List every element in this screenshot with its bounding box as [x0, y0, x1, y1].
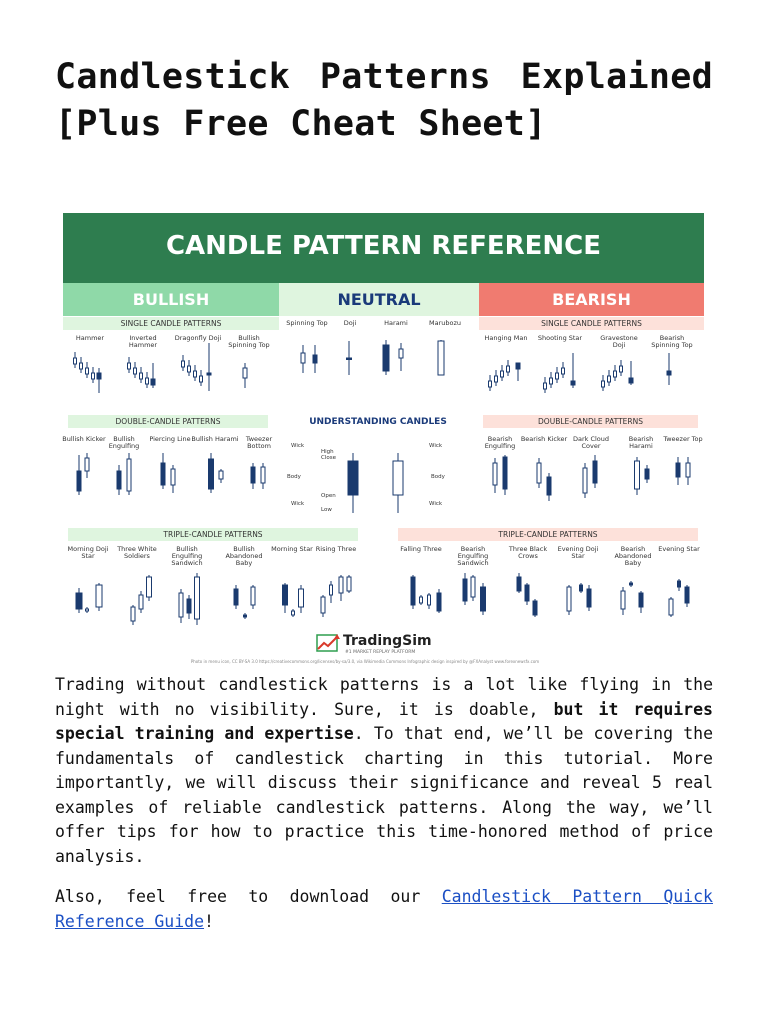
candle-mark [97, 368, 101, 393]
candle-mark [685, 585, 689, 607]
candle-mark [667, 353, 671, 385]
candle-mark [583, 463, 587, 498]
intro-paragraph [55, 673, 713, 869]
neutral-band: NEUTRAL [279, 283, 479, 316]
single-bearish-heading: SINGLE CANDLE PATTERNS [479, 317, 704, 330]
single-bullish-heading: SINGLE CANDLE PATTERNS [63, 317, 279, 330]
candle-mark [399, 343, 403, 371]
candle-mark [620, 360, 623, 376]
triple-bullish-heading: TRIPLE-CANDLE PATTERNS [68, 528, 358, 541]
candle-mark [489, 375, 492, 391]
candle-mark [383, 340, 389, 375]
candle-mark [393, 453, 403, 513]
candle-mark [243, 363, 247, 388]
candle-mark [179, 589, 183, 623]
candle-mark [339, 575, 343, 601]
candle-mark [301, 345, 305, 373]
candle-mark [562, 362, 565, 378]
candle-mark [76, 588, 82, 613]
candle-mark [244, 613, 247, 619]
candle-mark [507, 360, 510, 376]
pattern-label: Bearish Harami [628, 435, 654, 450]
pattern-label: Dark Cloud Cover [572, 435, 610, 450]
candle-mark [481, 583, 486, 615]
candle-mark [580, 583, 583, 593]
image-credits: Photo in menu icon, CC BY-SA 3.0 https://creativecommons.org/licenses/by-sa/3.0, via Wikimedia Commons Infographic design inspired by @FXAnalyst www.forexnewsfx.com [190, 659, 540, 664]
pattern-label: Shooting Star [537, 334, 583, 342]
candle-mark [134, 362, 137, 378]
candle-mark [292, 609, 295, 617]
candle-mark [251, 585, 255, 609]
candle-mark [151, 363, 155, 388]
candle-mark [77, 455, 81, 495]
candle-mark [313, 345, 317, 373]
candle-mark [161, 453, 165, 489]
tradingsim-chart-icon [315, 631, 341, 655]
pattern-label: Bullish Engulfing Sandwich [171, 545, 203, 567]
candle-mark [85, 453, 89, 478]
candle-mark [556, 367, 559, 383]
candle-part-label: Body [287, 474, 301, 480]
pattern-label: Hanging Man [484, 334, 528, 342]
tradingsim-logo [315, 631, 455, 657]
pattern-label: Gravestone Doji [600, 334, 638, 349]
candle-mark [544, 377, 547, 393]
pattern-label: Rising Three [315, 545, 357, 553]
candle-mark [74, 352, 77, 368]
candle-mark [140, 367, 143, 383]
candle-mark [147, 575, 152, 601]
download-text-start: Also, feel free to download our [55, 887, 442, 906]
triple-bearish-heading: TRIPLE-CANDLE PATTERNS [398, 528, 698, 541]
download-text-end: ! [204, 911, 214, 931]
candle-mark [493, 458, 497, 493]
intro-text-end: . To that end, we’ll be covering the fundamentals of candlestick charting in this tutorial. More importantly, we will discuss their significance and reveal 5 real examples of reliable candlestick patterns. Along the way, we’ll offer tips for how to practice this time-honored method of price analysis. [55, 724, 714, 866]
candle-mark [629, 361, 633, 385]
candle-mark [330, 581, 333, 603]
candle-drawings [63, 213, 704, 668]
candle-mark [639, 591, 643, 613]
candle-mark [207, 343, 211, 391]
pattern-label: Hammer [75, 334, 105, 342]
pattern-label: Doji [343, 319, 357, 327]
candle-mark [80, 357, 83, 373]
candle-mark [593, 455, 597, 488]
bearish-band: BEARISH [479, 283, 704, 316]
candle-mark [686, 457, 690, 485]
candle-mark [676, 457, 680, 485]
candle-mark [283, 583, 288, 613]
candle-mark [437, 589, 441, 613]
candle-part-label: Close [321, 455, 336, 461]
candle-mark [614, 365, 617, 381]
candle-mark [348, 453, 358, 513]
candle-mark [420, 595, 423, 605]
candle-mark [471, 575, 475, 601]
candle-mark [537, 458, 541, 488]
candle-part-label: High [321, 449, 334, 455]
candle-mark [194, 365, 197, 381]
reference-guide-link[interactable]: Candlestick Pattern Quick Reference Guide [55, 887, 713, 931]
candle-mark [495, 370, 498, 386]
candle-mark [533, 599, 537, 617]
pattern-label: Piercing Line [149, 435, 191, 443]
candle-part-label: Wick [291, 501, 305, 507]
candle-mark [428, 593, 431, 609]
pattern-label: Bearish Engulfing [484, 435, 516, 450]
intro-text-start: Trading without candlestick patterns is a lot like flying in the night with no visibility. Sure, it is doable, [55, 675, 713, 719]
candle-mark [131, 605, 135, 625]
logo-name: TradingSim [343, 633, 432, 649]
candle-mark [139, 591, 143, 613]
candle-part-label: Body [431, 474, 445, 480]
pattern-label: Inverted Hammer [128, 334, 158, 349]
pattern-label: Bullish Engulfing [108, 435, 140, 450]
bullish-band: BULLISH [63, 283, 279, 316]
candle-mark [200, 370, 203, 386]
candle-mark [608, 370, 611, 386]
candle-mark [621, 587, 625, 615]
candle-mark [188, 360, 191, 376]
candle-mark [251, 463, 255, 489]
candle-mark [261, 463, 265, 489]
candle-mark [438, 340, 444, 375]
understanding-candles-heading: UNDERSTANDING CANDLES [309, 417, 447, 427]
candle-mark [669, 597, 673, 617]
pattern-label: Bearish Abandoned Baby [614, 545, 652, 567]
candle-mark [567, 585, 571, 615]
candle-part-label: Wick [429, 501, 443, 507]
candle-mark [299, 585, 304, 613]
candle-mark [128, 357, 131, 373]
pattern-label: Evening Doji Star [557, 545, 599, 560]
double-bullish-heading: DOUBLE-CANDLE PATTERNS [68, 415, 268, 428]
candle-pattern-infographic [63, 213, 704, 668]
pattern-label: Bullish Kicker [62, 435, 106, 443]
candle-mark [127, 453, 131, 495]
candle-mark [117, 465, 121, 495]
intro-bold-text: but it requires special training and expertise [55, 699, 713, 743]
candle-mark [187, 595, 191, 619]
candle-mark [347, 575, 351, 593]
candle-mark [571, 353, 575, 388]
pattern-label: Morning Star [271, 545, 313, 553]
candle-mark [516, 363, 520, 381]
pattern-label: Bearish Spinning Top [651, 334, 693, 349]
candle-mark [517, 573, 521, 593]
candle-part-label: Wick [291, 443, 305, 449]
candle-mark [146, 372, 149, 388]
pattern-label: Spinning Top [286, 319, 328, 327]
candle-mark [550, 372, 553, 388]
candle-mark [92, 367, 95, 383]
pattern-label: Dragonfly Doji [174, 334, 222, 342]
page-title: Candlestick Patterns Explained [Plus Free Cheat Sheet] [55, 57, 713, 144]
candle-mark [321, 595, 325, 617]
candle-mark [602, 375, 605, 391]
pattern-label: Bearish Kicker [520, 435, 568, 443]
candle-mark [645, 465, 649, 483]
candle-part-label: Wick [429, 443, 443, 449]
download-paragraph [55, 885, 713, 934]
candle-mark [86, 362, 89, 378]
pattern-label: Bullish Spinning Top [228, 334, 270, 349]
candle-mark [182, 355, 185, 371]
candle-mark [678, 579, 681, 591]
candle-mark [501, 365, 504, 381]
pattern-label: Three Black Crows [508, 545, 548, 560]
candle-part-label: Low [321, 507, 332, 513]
logo-tagline: #1 MARKET REPLAY PLATFORM [345, 650, 416, 655]
pattern-label: Bullish Abandoned Baby [225, 545, 263, 567]
candle-mark [635, 457, 640, 495]
pattern-label: Falling Three [400, 545, 442, 553]
candle-mark [234, 585, 238, 609]
candle-mark [86, 607, 89, 613]
candle-mark [209, 453, 214, 493]
infographic-title: CANDLE PATTERN REFERENCE [165, 231, 602, 261]
pattern-label: Harami [384, 319, 408, 327]
pattern-label: Bearish Engulfing Sandwich [457, 545, 489, 567]
candle-mark [547, 473, 551, 501]
pattern-label: Marubozu [428, 319, 462, 327]
double-bearish-heading: DOUBLE-CANDLE PATTERNS [483, 415, 698, 428]
pattern-label: Three White Soldiers [117, 545, 157, 560]
candle-mark [525, 583, 529, 605]
candle-mark [171, 465, 175, 493]
pattern-label: Tweezer Top [663, 435, 703, 443]
candle-mark [587, 585, 591, 611]
candle-mark [219, 469, 223, 483]
candle-mark [195, 573, 200, 625]
candle-mark [630, 581, 633, 587]
candle-mark [503, 455, 507, 495]
pattern-label: Morning Doji Star [67, 545, 109, 560]
pattern-label: Evening Star [658, 545, 700, 553]
pattern-label: Bullish Harami [191, 435, 239, 443]
pattern-label: Tweezer Bottom [245, 435, 273, 450]
candle-mark [463, 573, 467, 605]
candle-mark [347, 341, 352, 375]
candle-mark [411, 575, 415, 609]
candle-part-label: Open [321, 493, 336, 499]
candle-mark [96, 583, 102, 611]
